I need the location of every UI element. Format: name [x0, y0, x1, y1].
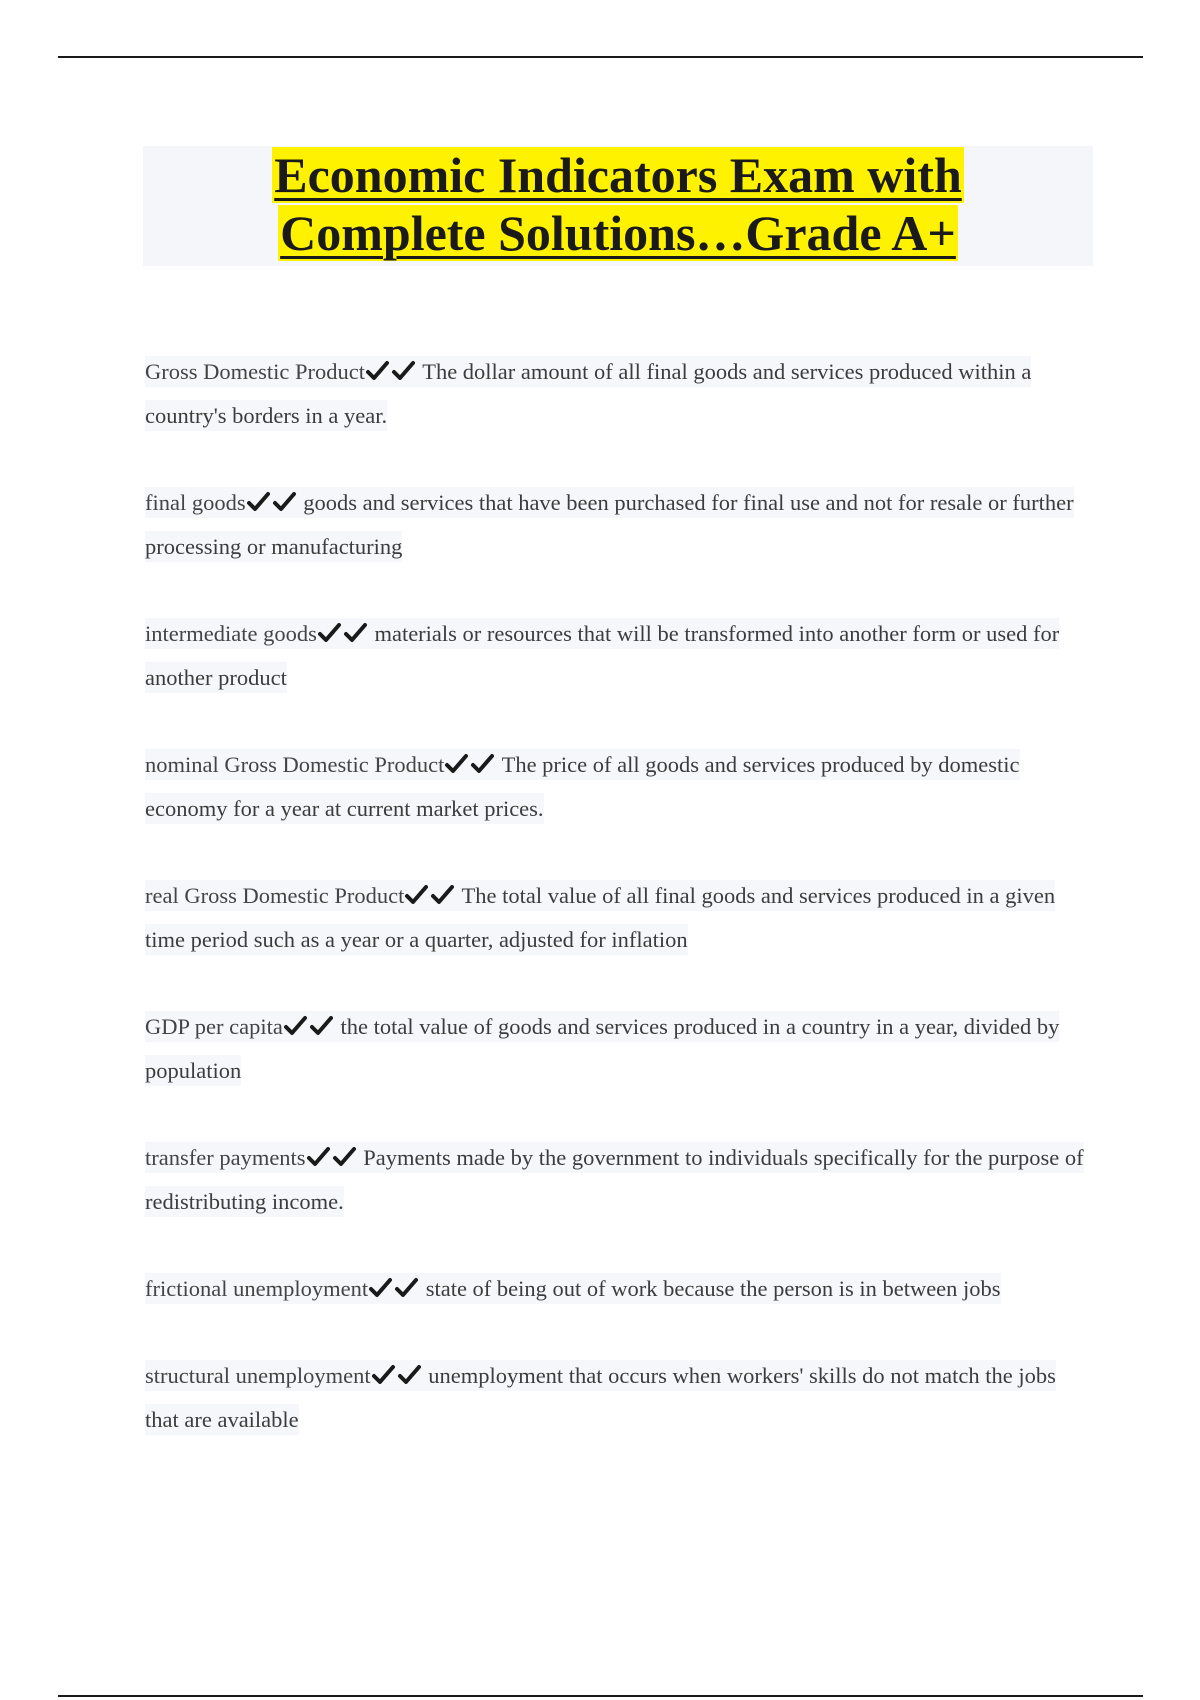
- entry-term: Gross Domestic Product: [145, 359, 365, 384]
- entry-term: final goods: [145, 490, 246, 515]
- entry-term: GDP per capita: [145, 1014, 283, 1039]
- check-mark-icon: [470, 753, 496, 775]
- check-mark-icon: [391, 360, 417, 382]
- check-mark-icon: [397, 1364, 423, 1386]
- glossary-entry: [145, 481, 1095, 569]
- check-mark-icon: [246, 491, 272, 513]
- glossary-list: [145, 350, 1095, 1485]
- entry-definition: The total value of all final goods and services produced in a given time period such as a year or a quarter, adjusted for inflation: [145, 883, 1056, 952]
- entry-term: frictional unemployment: [145, 1276, 369, 1301]
- entry-term: nominal Gross Domestic Product: [145, 752, 445, 777]
- bottom-rule: [58, 1695, 1143, 1697]
- check-mark-icon: [343, 622, 369, 644]
- entry-definition: unemployment that occurs when workers' skills do not match the jobs that are available: [145, 1363, 1056, 1432]
- glossary-entry: [145, 743, 1095, 831]
- glossary-entry: [145, 612, 1095, 700]
- entry-term: real Gross Domestic Product: [145, 883, 405, 908]
- check-mark-icon: [404, 884, 430, 906]
- glossary-entry: [145, 1267, 1095, 1311]
- check-mark-icon: [309, 1015, 335, 1037]
- page-title-line-1: Economic Indicators Exam with: [274, 147, 962, 203]
- check-mark-icon: [317, 622, 343, 644]
- check-mark-icon: [368, 1277, 394, 1299]
- glossary-entry: [145, 350, 1095, 438]
- entry-term: intermediate goods: [145, 621, 317, 646]
- top-rule: [58, 56, 1143, 58]
- check-mark-icon: [371, 1364, 397, 1386]
- glossary-entry: [145, 1136, 1095, 1224]
- check-mark-icon: [332, 1146, 358, 1168]
- check-mark-icon: [444, 753, 470, 775]
- glossary-entry: [145, 1005, 1095, 1093]
- check-mark-icon: [394, 1277, 420, 1299]
- check-mark-icon: [430, 884, 456, 906]
- check-mark-icon: [272, 491, 298, 513]
- entry-definition: state of being out of work because the person is in between jobs: [425, 1276, 1001, 1301]
- entry-definition: Payments made by the government to individuals specifically for the purpose of redistributing income.: [145, 1145, 1084, 1214]
- title-block: [143, 146, 1093, 266]
- entry-definition: The dollar amount of all final goods and services produced within a country's borders in a year.: [145, 359, 1032, 428]
- entry-definition: materials or resources that will be transformed into another form or used for another product: [145, 621, 1060, 690]
- check-mark-icon: [283, 1015, 309, 1037]
- glossary-entry: [145, 874, 1095, 962]
- entry-definition: the total value of goods and services produced in a country in a year, divided by population: [145, 1014, 1060, 1083]
- entry-term: structural unemployment: [145, 1363, 371, 1388]
- check-mark-icon: [365, 360, 391, 382]
- entry-definition: goods and services that have been purchased for final use and not for resale or further processing or manufacturing: [145, 490, 1074, 559]
- check-mark-icon: [306, 1146, 332, 1168]
- entry-term: transfer payments: [145, 1145, 306, 1170]
- entry-definition: The price of all goods and services produced by domestic economy for a year at current market prices.: [145, 752, 1020, 821]
- page-title-line-2: Complete Solutions…Grade A+: [280, 205, 956, 261]
- glossary-entry: [145, 1354, 1095, 1442]
